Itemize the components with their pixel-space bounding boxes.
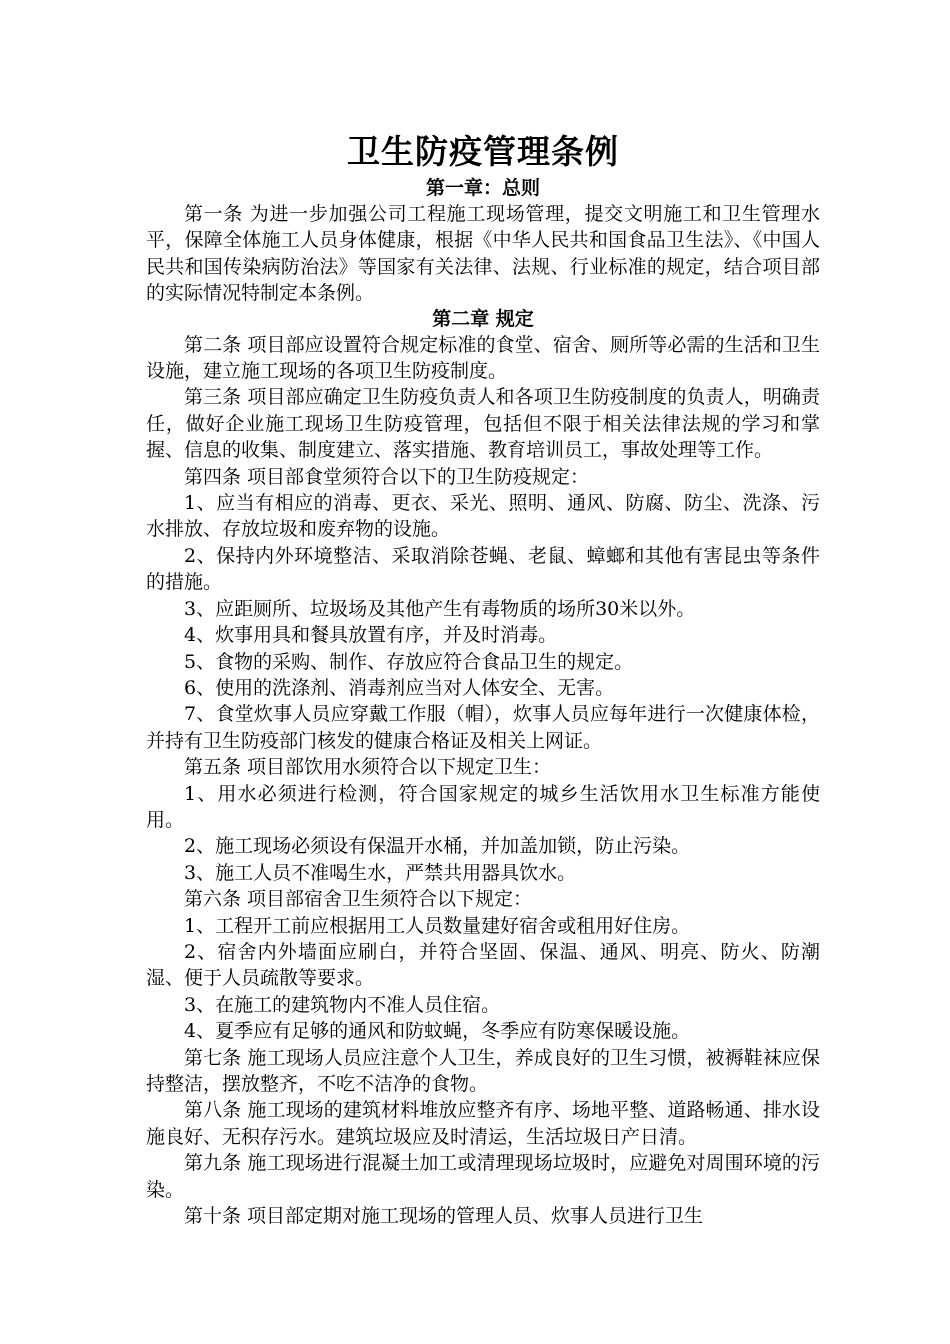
list-item: 1、用水必须进行检测，符合国家规定的城乡生活饮用水卫生标准方能使用。 — [146, 782, 820, 831]
list-item: 6、使用的洗涤剂、消毒剂应当对人体安全、无害。 — [184, 676, 615, 699]
article-paragraph: 第八条 施工现场的建筑材料堆放应整齐有序、场地平整、道路畅通、排水设施良好、无积存污水。建筑垃圾应及时清运，生活垃圾日产日清。 — [146, 1099, 820, 1148]
list-item: 3、施工人员不准喝生水，严禁共用器具饮水。 — [184, 861, 577, 884]
list-item: 4、夏季应有足够的通风和防蚊蝇，冬季应有防寒保暖设施。 — [184, 1020, 691, 1043]
list-item: 2、施工现场必须设有保温开水桶，并加盖加锁，防止污染。 — [184, 835, 691, 858]
list-item: 1、应当有相应的消毒、更衣、采光、照明、通风、防腐、防尘、洗涤、污水排放、存放垃圾和废弃物的设施。 — [146, 492, 820, 541]
article-paragraph: 第三条 项目部应确定卫生防疫负责人和各项卫生防疫制度的负责人，明确责任，做好企业施工现场卫生防疫管理，包括但不限于相关法律法规的学习和掌握、信息的收集、制度建立、落实措施、教育培训员工，事故处理等工作。 — [146, 386, 820, 462]
document-title: 卫生防疫管理条例 — [347, 132, 619, 171]
list-item: 1、工程开工前应根据用工人员数量建好宿舍或租用好住房。 — [184, 914, 691, 937]
article-paragraph: 第六条 项目部宿舍卫生须符合以下规定： — [184, 888, 533, 911]
article-paragraph: 第二条 项目部应设置符合规定标准的食堂、宿舍、厕所等必需的生活和卫生设施，建立施工现场的各项卫生防疫制度。 — [146, 333, 820, 383]
list-item: 7、食堂炊事人员应穿戴工作服（帽），炊事人员应每年进行一次健康体检，并持有卫生防疫部门核发的健康合格证及相关上网证。 — [146, 703, 820, 752]
list-item: 2、宿舍内外墙面应刷白，并符合坚固、保温、通风、明亮、防火、防潮湿、便于人员疏散等要求。 — [146, 940, 820, 990]
list-item: 3、在施工的建筑物内不准人员住宿。 — [184, 993, 501, 1016]
list-item: 2、保持内外环境整洁、采取消除苍蝇、老鼠、蟑螂和其他有害昆虫等条件的措施。 — [146, 544, 820, 594]
article-paragraph: 第七条 施工现场人员应注意个人卫生，养成良好的卫生习惯，被褥鞋袜应保持整洁，摆放整齐，不吃不洁净的食物。 — [146, 1046, 820, 1095]
chapter-heading: 第二章 规定 — [432, 307, 534, 330]
article-paragraph: 第十条 项目部定期对施工现场的管理人员、炊事人员进行卫生 — [184, 1205, 704, 1228]
article-paragraph: 第四条 项目部食堂须符合以下的卫生防疫规定： — [184, 465, 590, 488]
article-paragraph: 第五条 项目部饮用水须符合以下规定卫生： — [184, 756, 552, 779]
article-paragraph: 第九条 施工现场进行混凝土加工或清理现场垃圾时，应避免对周围环境的污染。 — [146, 1152, 820, 1201]
list-item: 5、食物的采购、制作、存放应符合食品卫生的规定。 — [184, 650, 634, 673]
document-page — [146, 128, 820, 1229]
list-item: 4、炊事用具和餐具放置有序，并及时消毒。 — [184, 624, 558, 647]
article-paragraph: 第一条 为进一步加强公司工程施工现场管理，提交文明施工和卫生管理水平，保障全体施工人员身体健康，根据《中华人民共和国食品卫生法》、《中国人民共和国传染病防治法》等国家有关法律、法规、行业标准的规定，结合项目部的实际情况特制定本条例。 — [146, 203, 820, 305]
chapter-heading: 第一章：总则 — [425, 177, 540, 199]
list-item: 3、应距厕所、垃圾场及其他产生有毒物质的场所30米以外。 — [184, 597, 696, 620]
